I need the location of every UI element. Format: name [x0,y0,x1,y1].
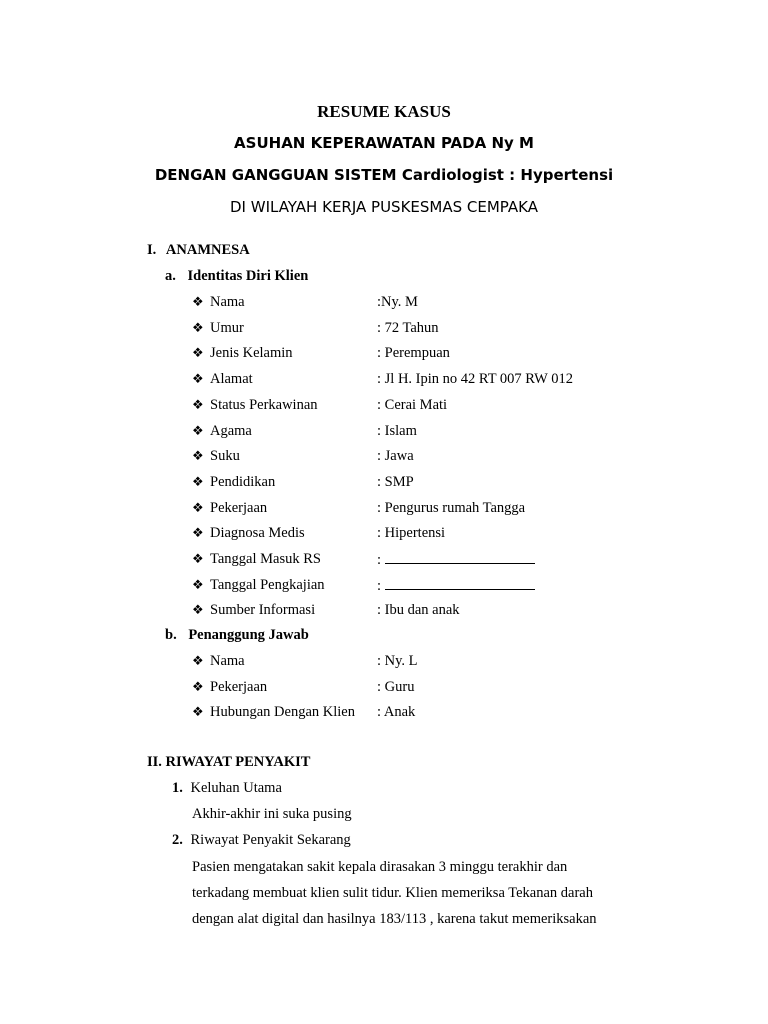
field-value-row [377,653,418,670]
diamond-bullet-icon: ❖ [192,345,204,361]
field-value-row [377,423,417,440]
diamond-bullet-icon: ❖ [192,396,204,412]
paragraph-line: dengan alat digital dan hasilnya 183/113 , karena takut memeriksakan [192,911,597,927]
item-1-heading [172,780,282,797]
field-label: Umur [210,319,244,336]
riwayat-sekarang-paragraph [192,854,675,932]
field-value: : Cerai Mati [377,396,448,413]
field-value: : Perempuan [377,345,450,362]
field-label: Sumber Informasi [210,602,316,619]
subsection-a-title: Identitas Diri Klien [187,268,309,284]
field-label-row [192,653,245,670]
field-label-row [192,448,240,465]
field-label: Suku [210,448,240,465]
field-value-row [377,704,415,721]
section-1-title: ANAMNESA [165,242,250,258]
field-value-row [377,474,414,491]
field-value: : Anak [377,704,416,721]
item-1-title: Keluhan Utama [190,780,282,796]
field-value-row [377,525,445,542]
field-label-row [192,320,244,337]
subsection-b-title: Penanggung Jawab [188,627,309,643]
field-label-row [192,525,305,542]
diamond-bullet-icon: ❖ [192,678,204,694]
diamond-bullet-icon: ❖ [192,551,204,566]
field-value: : 72 Tahun [377,319,439,336]
field-value-row [377,397,447,414]
item-2-marker: 2. [172,832,183,848]
field-value: : Jawa [377,448,414,465]
subtitle-line-2-prefix: DENGAN GANGGUAN SISTEM [154,166,402,184]
diamond-bullet-icon: ❖ [192,294,204,309]
field-label: Hubungan Dengan Klien [210,704,355,721]
field-value-row [377,371,573,388]
subsection-a-heading [165,268,308,285]
field-value-row [377,679,414,696]
field-value: : [377,577,382,594]
item-2-heading [172,832,351,849]
field-label-row [192,423,252,440]
diamond-bullet-icon: ❖ [192,473,204,489]
document-title: RESUME KASUS [317,102,451,121]
field-label: Nama [210,294,245,310]
field-label-row [192,704,355,721]
field-label: Pekerjaan [210,499,268,516]
field-label: Status Perkawinan [210,396,318,413]
field-value-row [377,345,450,362]
paragraph-line: Pasien mengatakan sakit kepala dirasakan 3 minggu terakhir dan [192,859,568,875]
diamond-bullet-icon: ❖ [192,525,204,541]
subtitle-line-2-suffix: Cardiologist : Hypertensi [401,166,614,184]
subtitle-line-2 [0,166,768,185]
field-label: Agama [210,422,252,439]
diamond-bullet-icon: ❖ [192,499,204,515]
field-label-row [192,577,325,594]
diamond-bullet-icon: ❖ [192,371,204,387]
field-value-row [377,320,439,337]
field-label: Jenis Kelamin [210,345,293,362]
keluhan-utama-text: Akhir-akhir ini suka pusing [192,806,352,822]
field-value: : Hipertensi [377,525,446,542]
field-label: Pekerjaan [210,678,268,695]
field-label-row [192,371,253,388]
field-value: : [377,552,382,568]
blank-line [385,551,535,564]
paragraph-line: terkadang membuat klien sulit tidur. Klien memeriksa Tekanan darah [192,885,593,901]
field-label: Tanggal Masuk RS [210,551,321,567]
field-label-row [192,679,267,696]
diamond-bullet-icon: ❖ [192,704,204,720]
section-1-numeral: I. [147,242,157,258]
field-label-row [192,551,321,568]
field-label-row [192,345,293,362]
field-value: : Islam [377,422,417,439]
field-value-row [377,602,460,619]
field-value: : Ibu dan anak [377,602,460,619]
section-1-heading [147,242,250,259]
subtitle-line-1: ASUHAN KEPERAWATAN PADA Ny M [234,134,534,152]
field-value: : Pengurus rumah Tangga [377,499,526,516]
subsection-a-marker: a. [165,268,176,284]
field-label: Alamat [210,371,253,388]
field-value: : Ny. L [377,653,418,669]
field-label-row [192,500,267,517]
field-value-row [377,577,535,595]
field-label: Tanggal Pengkajian [210,576,325,593]
subtitle-line-3: DI WILAYAH KERJA PUSKESMAS CEMPAKA [230,198,538,216]
field-value-row [377,500,525,517]
diamond-bullet-icon: ❖ [192,448,204,464]
field-value-row [377,294,418,311]
field-value: : Jl H. Ipin no 42 RT 007 RW 012 [377,371,573,388]
field-value: : SMP [377,473,414,490]
diamond-bullet-icon: ❖ [192,653,204,668]
diamond-bullet-icon: ❖ [192,602,204,618]
item-1-marker: 1. [172,780,183,796]
item-2-title: Riwayat Penyakit Sekarang [190,832,351,848]
blank-line [385,577,535,590]
section-2-heading: II. RIWAYAT PENYAKIT [147,754,311,770]
subsection-b-marker: b. [165,627,177,643]
field-value-row [377,448,414,465]
field-value: : Guru [377,678,415,695]
field-value-row [377,551,535,569]
field-label-row [192,397,318,414]
field-label: Diagnosa Medis [210,525,305,542]
diamond-bullet-icon: ❖ [192,319,204,335]
subsection-b-heading [165,627,309,644]
field-label-row [192,474,275,491]
diamond-bullet-icon: ❖ [192,422,204,438]
field-value: :Ny. M [377,294,418,310]
field-label-row [192,294,245,311]
diamond-bullet-icon: ❖ [192,576,204,592]
field-label-row [192,602,315,619]
field-label: Nama [210,653,245,669]
field-label: Pendidikan [210,473,276,490]
